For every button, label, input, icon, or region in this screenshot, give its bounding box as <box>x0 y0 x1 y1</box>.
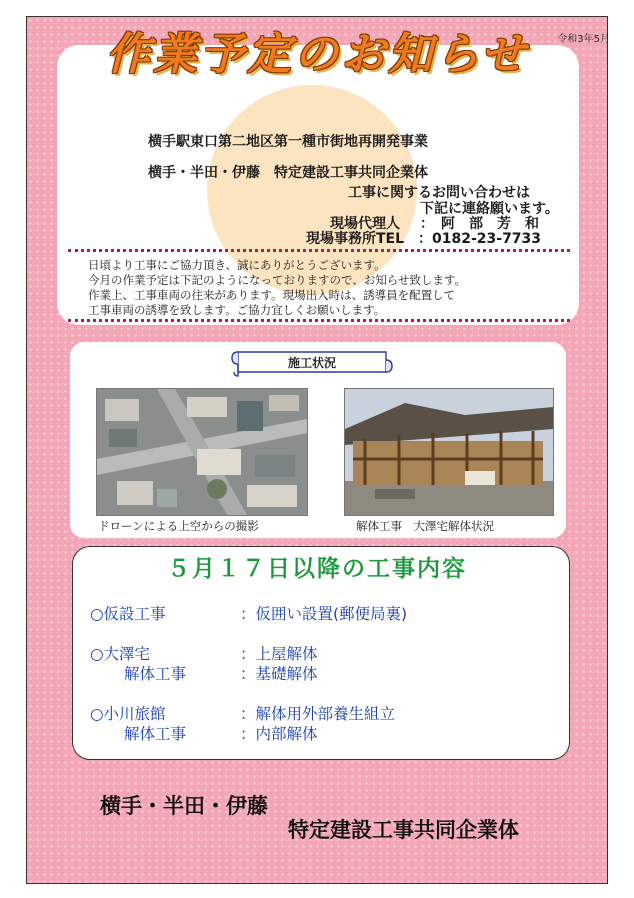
signature-line-1: 横手・半田・伊藤 <box>100 794 268 818</box>
work-item-detail: ：内部解体 <box>240 725 318 743</box>
demolition-photo-caption: 解体工事 大澤宅解体状況 <box>356 519 494 533</box>
work-item-detail: ：上屋解体 <box>240 645 318 663</box>
notice-text <box>88 258 466 318</box>
work-item-detail: ：解体用外部養生組立 <box>240 705 396 723</box>
office-label: 現場事務所TEL <box>306 231 405 247</box>
work-item-sublabel: 解体工事 <box>124 665 187 683</box>
signature-line-2: 特定建設工事共同企業体 <box>288 818 519 842</box>
work-title: ５月１７日以降の工事内容 <box>167 556 467 582</box>
agent-value: ： 阿 部 芳 和 <box>420 216 539 232</box>
office-phone: ：0182-23-7733 <box>418 231 542 247</box>
work-item-label: ○小川旅館 <box>90 705 166 723</box>
aerial-city-image <box>97 389 307 515</box>
work-item-label: ○仮設工事 <box>90 605 166 623</box>
drone-photo-caption: ドローンによる上空からの撮影 <box>98 519 259 533</box>
agent-label: 現場代理人 <box>330 216 400 232</box>
project-name: 横手駅東口第二地区第一種市街地再開発事業 <box>148 134 428 150</box>
issue-date: 令和3年5月 <box>557 34 610 45</box>
notice-line: 作業上、工事車両の往来があります。現場出入時は、誘導員を配置して <box>88 288 456 302</box>
dotted-rule-bottom <box>68 319 570 322</box>
dotted-rule-top <box>68 249 570 252</box>
demolition-image <box>345 389 553 515</box>
notice-line: 日頃より工事にご協力頂き、誠にありがとうございます。 <box>88 258 386 272</box>
work-item-detail: ：仮囲い設置(郵便局裏) <box>240 605 408 623</box>
work-item-detail: ：基礎解体 <box>240 665 318 683</box>
work-item-label: ○大澤宅 <box>90 645 151 663</box>
demolition-photo <box>344 388 554 516</box>
contractor-header: 横手・半田・伊藤 特定建設工事共同企業体 <box>148 165 428 181</box>
notice-line: 今月の作業予定は下記のようになっておりますので、お知らせ致します。 <box>88 273 467 287</box>
notice-line: 工事車両の誘導を致します。ご協力宜しくお願いします。 <box>88 303 386 317</box>
drone-photo <box>96 388 308 516</box>
inquiry-line-1: 工事に関するお問い合わせは <box>348 185 530 201</box>
page-title: 作業予定のお知らせ <box>106 29 528 80</box>
inquiry-line-2: 下記に連絡願います。 <box>420 201 559 217</box>
work-item-sublabel: 解体工事 <box>124 725 187 743</box>
status-heading: 施工状況 <box>287 356 336 370</box>
